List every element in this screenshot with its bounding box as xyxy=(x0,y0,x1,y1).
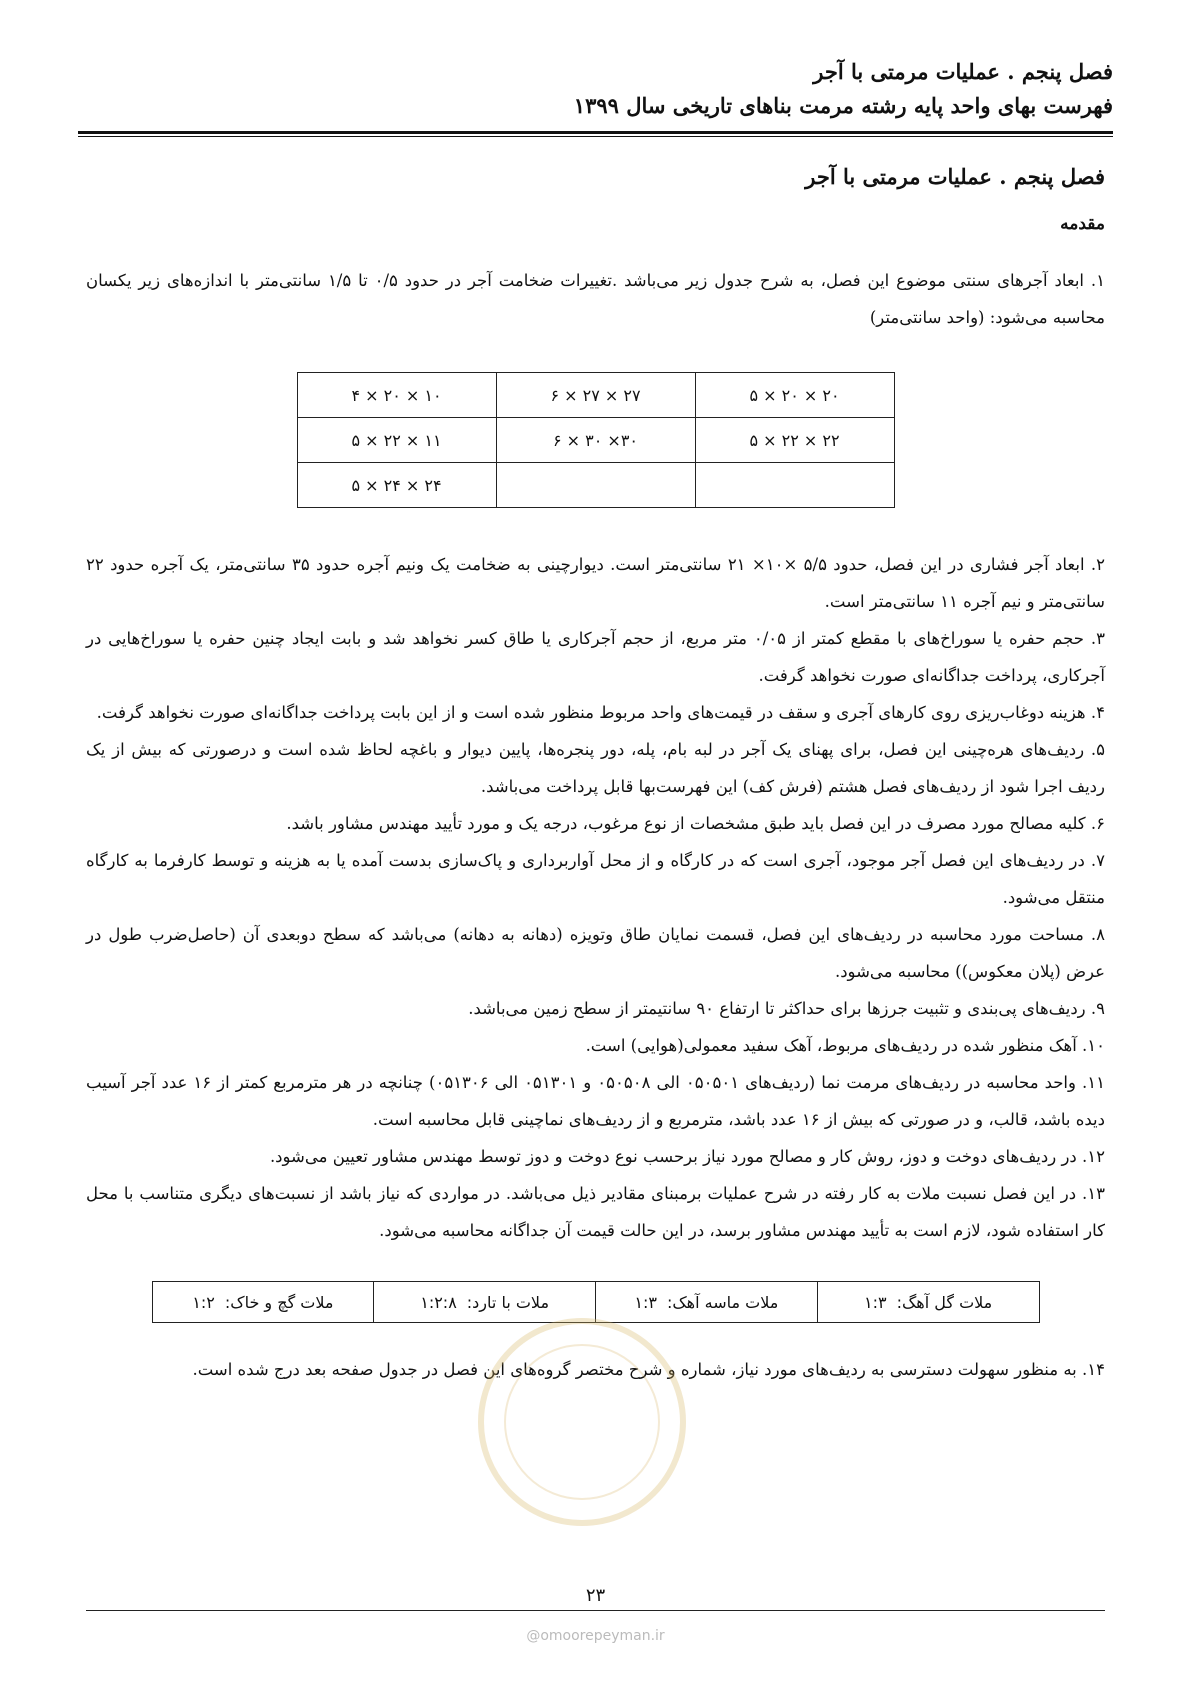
watermark-seal-icon xyxy=(478,1318,686,1526)
mortar-cell xyxy=(596,1282,818,1323)
paragraph-7: ۷. در ردیف‌های این فصل آجر موجود، آجری است که در کارگاه و از محل آواربرداری و پاک‌سازی بدست آمده یا به هزینه و توسط کارفرما به کارگاه منتقل می‌شود. xyxy=(86,851,1105,907)
paragraph-14: ۱۴. به منظور سهولت دسترسی به ردیف‌های مورد نیاز، شماره و شرح مختصر گروه‌های این فصل در جدول صفحه بعد درج شده است. xyxy=(192,1360,1105,1379)
mortar-ratio-table xyxy=(152,1281,1040,1323)
header-rule-thick xyxy=(78,131,1113,134)
table-cell: ۱۱ × ۲۲ × ۵ xyxy=(297,418,496,463)
page-body xyxy=(86,160,1105,1388)
mortar-label: ملات ماسه آهک: xyxy=(666,1292,779,1312)
section-title: فصل پنجم . عملیات مرمتی با آجر xyxy=(805,164,1105,189)
mortar-ratio: ۱:۲ xyxy=(192,1292,215,1312)
table-cell xyxy=(695,463,894,508)
mortar-ratio: ۱:۲:۸ xyxy=(420,1292,457,1312)
table-cell: ۱۰ × ۲۰ × ۴ xyxy=(297,373,496,418)
paragraph-1: ۱. ابعاد آجرهای سنتی موضوع این فصل، به شرح جدول زیر می‌باشد .تغییرات ضخامت آجر در حدود ۰/۵ تا ۱/۵ سانتی‌متر با اندازه‌های زیر یکسان محاسبه می‌شود: (واحد سانتی‌متر) xyxy=(86,271,1105,327)
paragraph-8: ۸. مساحت مورد محاسبه در ردیف‌های این فصل، قسمت نمایان طاق وتویزه (دهانه به دهانه) می‌باشد که سطح دوبعدی آن (حاصل‌ضرب طول در عرض (پلان معکوس)) محاسبه می‌شود. xyxy=(86,925,1105,981)
page-number: ۲۳ xyxy=(585,1585,606,1606)
intro-heading: مقدمه xyxy=(1060,214,1105,234)
mortar-ratio: ۱:۳ xyxy=(634,1292,657,1312)
paragraph-2: ۲. ابعاد آجر فشاری در این فصل، حدود ۵/۵ ×۱۰× ۲۱ سانتی‌متر است. دیوارچینی به ضخامت یک ونیم آجره حدود ۳۵ سانتی‌متر، یک آجره حدود ۲۲ سانتی‌متر و نیم آجره ۱۱ سانتی‌متر است. xyxy=(86,555,1106,611)
paragraph-4: ۴. هزینه دوغاب‌ریزی روی کارهای آجری و سقف در قیمت‌های واحد مربوط منظور شده است و از این بابت پرداخت جداگانه‌ای صورت نخواهد گرفت. xyxy=(96,703,1105,722)
page-header xyxy=(78,55,1113,123)
mortar-label: ملات گل آهگ: xyxy=(896,1292,993,1312)
table-cell: ۳۰× ۳۰ × ۶ xyxy=(496,418,695,463)
table-cell: ۲۲ × ۲۲ × ۵ xyxy=(695,418,894,463)
table-row xyxy=(297,463,894,508)
table-row xyxy=(152,1282,1039,1323)
paragraph-13: ۱۳. در این فصل نسبت ملات به کار رفته در شرح عملیات برمبنای مقادیر ذیل می‌باشد. در مواردی که نیاز باشد از نسبت‌های دیگری متناسب با محل کار استفاده شود، لازم است به تأیید مهندس مشاور برسد، در این حالت قیمت آن جداگانه محاسبه می‌شود. xyxy=(86,1184,1105,1240)
paragraph-6: ۶. کلیه مصالح مورد مصرف در این فصل باید طبق مشخصات از نوع مرغوب، درجه یک و مورد تأیید مهندس مشاور باشد. xyxy=(286,814,1105,833)
table-cell xyxy=(496,463,695,508)
table-cell: ۲۴ × ۲۴ × ۵ xyxy=(297,463,496,508)
table-row xyxy=(297,418,894,463)
mortar-cell xyxy=(152,1282,374,1323)
mortar-label: ملات گچ و خاک: xyxy=(224,1292,334,1312)
table-cell: ۲۷ × ۲۷ × ۶ xyxy=(496,373,695,418)
footer-rule xyxy=(86,1610,1105,1611)
header-document-title: فهرست بهای واحد پایه رشته مرمت بناهای تاریخی سال ۱۳۹۹ xyxy=(573,93,1113,118)
header-rule-thin xyxy=(78,136,1113,137)
mortar-cell xyxy=(817,1282,1039,1323)
paragraph-11: ۱۱. واحد محاسبه در ردیف‌های مرمت نما (ردیف‌های ۰۵۰۵۰۱ الی ۰۵۰۵۰۸ و ۰۵۱۳۰۱ الی ۰۵۱۳۰۶) چنانچه در هر مترمربع کمتر از ۱۶ عدد آجر آسیب دیده باشد، قالب، و در صورتی که بیش از ۱۶ عدد باشد، مترمربع و از ردیف‌های نماچینی قابل محاسبه است. xyxy=(86,1073,1105,1129)
paragraph-12: ۱۲. در ردیف‌های دوخت و دوز، روش کار و مصالح مورد نیاز برحسب نوع دوخت و دوز توسط مهندس مشاور تعیین می‌شود. xyxy=(269,1147,1105,1166)
brick-sizes-table xyxy=(297,372,895,508)
header-chapter-title: فصل پنجم . عملیات مرمتی با آجر xyxy=(813,59,1113,84)
paragraph-10: ۱۰. آهک منظور شده در ردیف‌های مربوط، آهک سفید معمولی(هوایی) است. xyxy=(585,1036,1105,1055)
website-watermark: @omoorepeyman.ir xyxy=(526,1628,665,1644)
mortar-ratio: ۱:۳ xyxy=(863,1292,887,1312)
paragraph-3: ۳. حجم حفره یا سوراخ‌های با مقطع کمتر از ۰/۰۵ متر مربع، از حجم آجرکاری یا طاق کسر نخواهد شد و بابت ایجاد چنین حفره یا سوراخ‌هایی در آجرکاری، پرداخت جداگانه‌ای صورت نخواهد گرفت. xyxy=(86,629,1105,685)
paragraph-5: ۵. ردیف‌های هره‌چینی این فصل، برای پهنای یک آجر در لبه بام، پله، دور پنجره‌ها، پایین دیوار و باغچه لحاظ شده است و درصورتی که بیش از یک ردیف اجرا شود از ردیف‌های فصل هشتم (فرش کف) این فهرست‌بها قابل پرداخت می‌باشد. xyxy=(86,740,1105,796)
paragraph-9: ۹. ردیف‌های پی‌بندی و تثبیت جرزها برای حداکثر تا ارتفاع ۹۰ سانتیمتر از سطح زمین می‌باشد. xyxy=(468,999,1105,1018)
mortar-label: ملات با تارد: xyxy=(466,1292,550,1312)
table-row xyxy=(297,373,894,418)
mortar-cell xyxy=(374,1282,596,1323)
table-cell: ۲۰ × ۲۰ × ۵ xyxy=(695,373,894,418)
